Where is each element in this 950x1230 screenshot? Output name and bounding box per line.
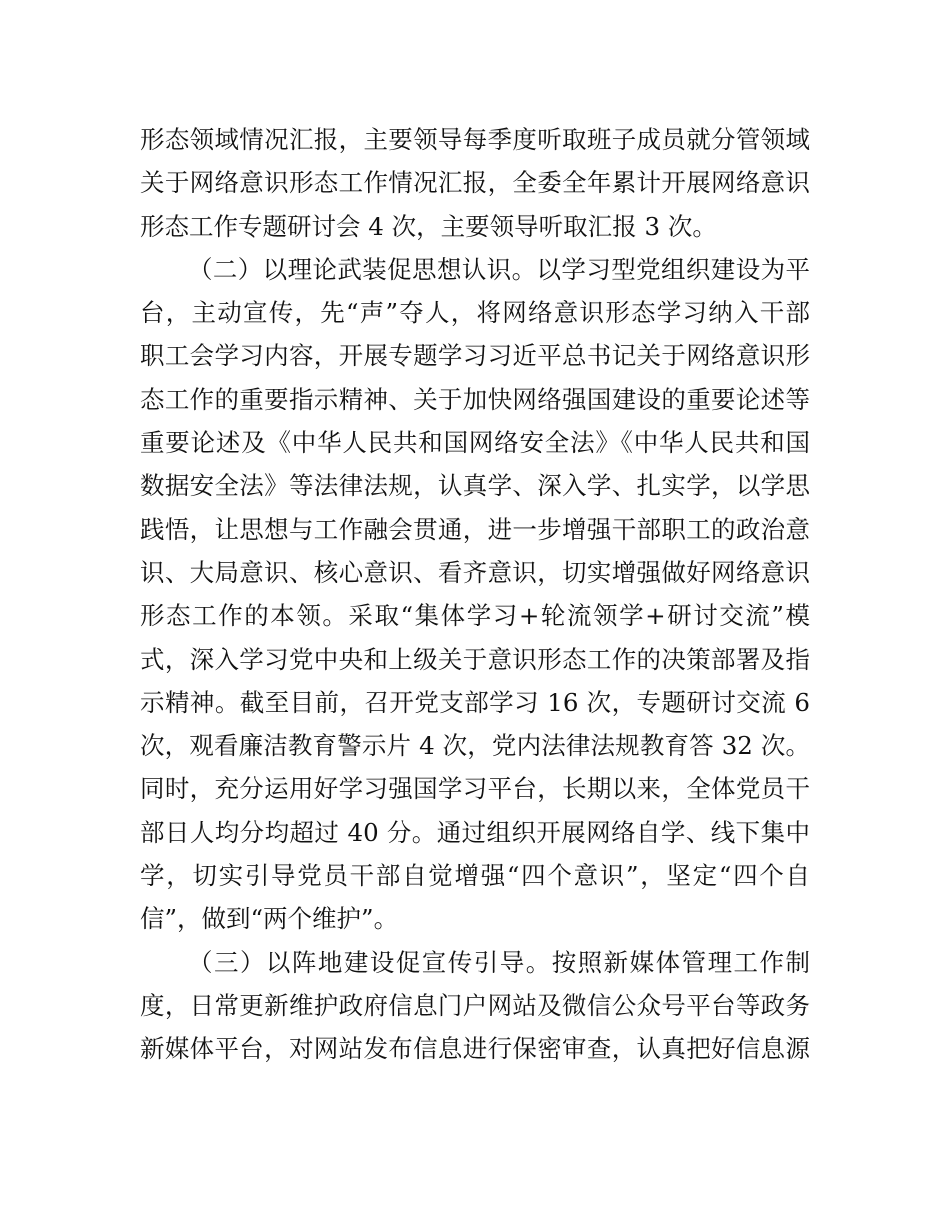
paragraph-line: 示精神。截至目前，召开党支部学习 16 次，专题研讨交流 6 <box>140 687 810 717</box>
paragraph-line: 度，日常更新维护政府信息门户网站及微信公众号平台等政务 <box>140 990 810 1020</box>
paragraph-line: 式，深入学习党中央和上级关于意识形态工作的决策部署及指 <box>140 644 810 674</box>
paragraph-line: 践悟，让思想与工作融会贯通，进一步增强干部职工的政治意 <box>140 514 810 544</box>
paragraph-line: 态工作的重要指示精神、关于加快网络强国建设的重要论述等 <box>140 384 810 414</box>
paragraph-line: 部日人均分均超过 40 分。通过组织开展网络自学、线下集中 <box>140 817 810 847</box>
paragraph-line: 识、大局意识、核心意识、看齐意识，切实增强做好网络意识 <box>140 557 810 587</box>
paragraph-line: 形态工作的本领。采取“集体学习+轮流领学+研讨交流”模 <box>140 601 810 631</box>
paragraph-line: 次，观看廉洁教育警示片 4 次，党内法律法规教育答 32 次。 <box>140 731 810 761</box>
paragraph-line: （三）以阵地建设促宣传引导。按照新媒体管理工作制 <box>188 947 810 977</box>
paragraph-3 <box>140 941 810 1071</box>
paragraph-line: 同时，充分运用好学习强国学习平台，长期以来，全体党员干 <box>140 774 810 804</box>
paragraph-line: 形态工作专题研讨会 4 次，主要领导听取汇报 3 次。 <box>140 211 717 241</box>
paragraph-line: 信”，做到“两个维护”。 <box>140 904 399 934</box>
paragraph-line: 台，主动宣传，先“声”夺人，将网络意识形态学习纳入干部 <box>140 298 810 328</box>
paragraph-2 <box>140 248 810 941</box>
paragraph-1 <box>140 118 810 248</box>
paragraph-line: 关于网络意识形态工作情况汇报，全委全年累计开展网络意识 <box>140 168 810 198</box>
paragraph-line: 重要论述及《中华人民共和国网络安全法》《中华人民共和国 <box>140 428 810 458</box>
paragraph-line: 数据安全法》等法律法规，认真学、深入学、扎实学，以学思 <box>140 471 810 501</box>
paragraph-line: 学，切实引导党员干部自觉增强“四个意识”，坚定“四个自 <box>140 861 810 891</box>
paragraph-line: 形态领域情况汇报，主要领导每季度听取班子成员就分管领域 <box>140 125 810 154</box>
paragraph-line: （二）以理论武装促思想认识。以学习型党组织建设为平 <box>188 254 810 284</box>
paragraph-line: 新媒体平台，对网站发布信息进行保密审查，认真把好信息源 <box>140 1034 810 1064</box>
paragraph-line: 职工会学习内容，开展专题学习习近平总书记关于网络意识形 <box>140 341 810 371</box>
document-body <box>140 118 810 1071</box>
